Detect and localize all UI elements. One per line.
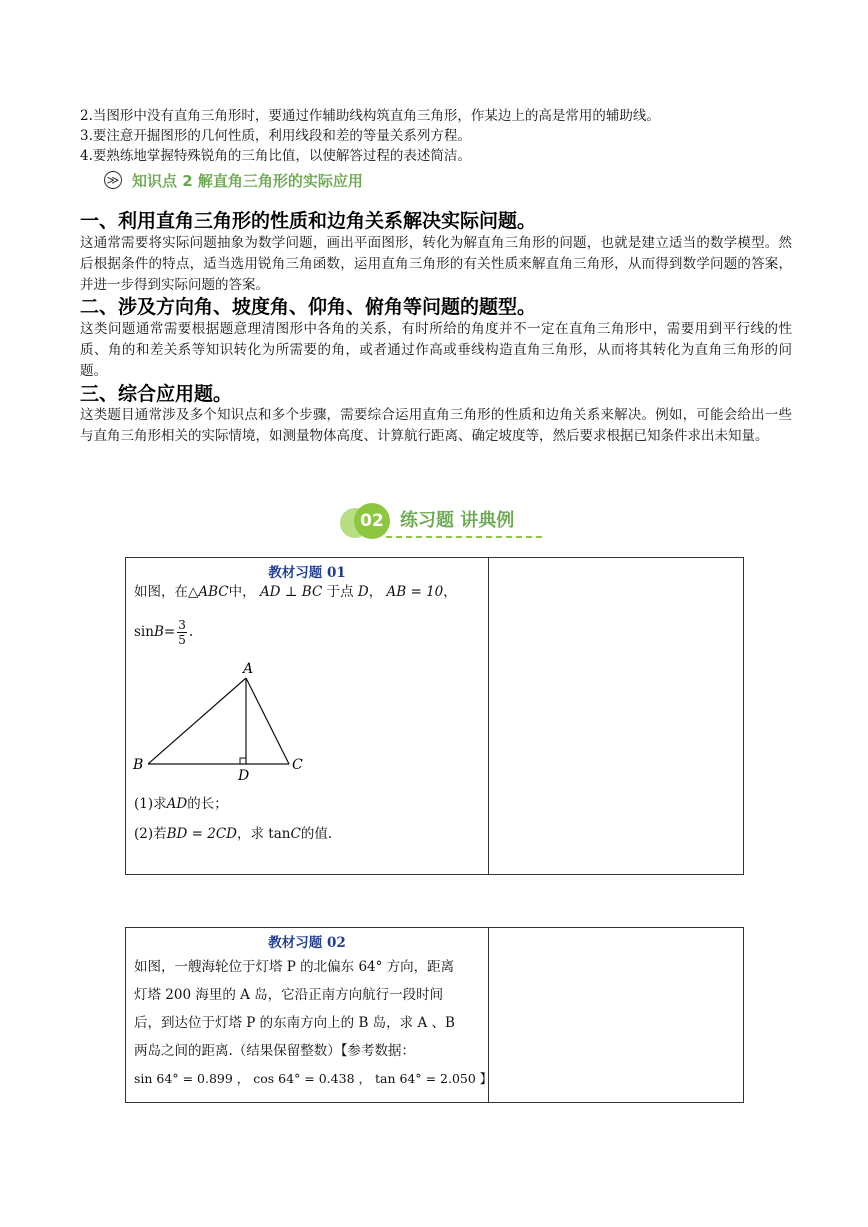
- problem-line: 两岛之间的距离.（结果保留整数）【参考数据：: [134, 1043, 416, 1059]
- section-title: 练习题 讲典例: [400, 510, 515, 531]
- section-title-underline: [386, 536, 542, 538]
- right-angle-mark: [240, 758, 246, 764]
- exercise-2-problem: [134, 953, 492, 1093]
- exercise-1-question-1: (1)求AD的长；: [134, 796, 228, 812]
- tip-3: 3.要注意开掘图形的几何性质，利用线段和差的等量关系列方程。: [80, 128, 471, 144]
- knowledge-point-label: 知识点 2 解直角三角形的实际应用: [132, 171, 363, 190]
- exercise-2-table: [125, 927, 744, 1103]
- exercise-1-question-2: (2)若BD = 2CD，求 tanC的值.: [134, 826, 333, 842]
- label-b: B: [133, 757, 144, 773]
- exercise-2-title: 教材习题 02: [268, 935, 346, 951]
- exercise-1-sin-condition: sin B = $\frac{3}{5}$ .: [134, 618, 194, 647]
- fraction: $\frac{3}{5}$: [178, 618, 186, 647]
- side-ab: [148, 678, 246, 764]
- side-ac: [246, 678, 289, 764]
- section-3-heading: 三、综合应用题。: [80, 383, 233, 405]
- section-3-body: 这类题目通常涉及多个知识点和多个步骤，需要综合运用直角三角形的性质和边角关系来解决。例如，可能会给出一些与直角三角形相关的实际情境，如测量物体高度、计算航行距离、确定坡度等，然后要求根据已知条件求出未知量。: [80, 407, 792, 444]
- section-number-badge: 02: [354, 503, 390, 539]
- section-2-body: 这类问题通常需要根据题意理清图形中各角的关系，有时所给的角度并不一定在直角三角形中，需要用到平行线的性质、角的和差关系等知识转化为所需要的角，或者通过作高或垂线构造直角三角形，从而将其转化为直角三角形的问题。: [80, 321, 792, 379]
- problem-line: 灯塔 200 海里的 A 岛，它沿正南方向航行一段时间: [134, 987, 444, 1003]
- triangle-diagram: [126, 656, 488, 781]
- knowledge-point-header: [104, 168, 363, 192]
- problem-line: 如图，一艘海轮位于灯塔 P 的北偏东 64° 方向，距离: [134, 959, 455, 975]
- section-2-heading: 二、涉及方向角、坡度角、仰角、俯角等问题的题型。: [80, 296, 537, 318]
- table-divider: [488, 558, 489, 874]
- section-1-body: 这通常需要将实际问题抽象为数学问题，画出平面图形，转化为解直角三角形的问题，也就是建立适当的数学模型。然后根据条件的特点，适当选用锐角三角函数，运用直角三角形的有关性质来解直角三角形，从而得到数学问题的答案，并进一步得到实际问题的答案。: [80, 235, 792, 293]
- label-a: A: [243, 661, 254, 677]
- tip-2: 2.当图形中没有直角三角形时，要通过作辅助线构筑直角三角形，作某边上的高是常用的辅助线。: [80, 108, 660, 124]
- label-d: D: [238, 768, 250, 781]
- section-1-heading: 一、利用直角三角形的性质和边角关系解决实际问题。: [80, 210, 537, 232]
- exercise-1-table: [125, 557, 744, 875]
- exercise-1-intro: 如图，在△ABC中， AD ⊥ BC 于点 D， AB = 10，: [134, 584, 457, 600]
- problem-line: 后，到达位于灯塔 P 的东南方向上的 B 岛，求 A 、B: [134, 1015, 455, 1031]
- exercise-1-title: 教材习题 01: [268, 565, 346, 581]
- label-c: C: [292, 757, 303, 773]
- tip-4: 4.要熟练地掌握特殊锐角的三角比值，以使解答过程的表述简洁。: [80, 148, 471, 164]
- problem-line: sin 64° = 0.899 ， cos 64° = 0.438 ， tan 64° = 2.050 】: [134, 1071, 493, 1086]
- double-chevron-icon: ≫: [104, 171, 122, 189]
